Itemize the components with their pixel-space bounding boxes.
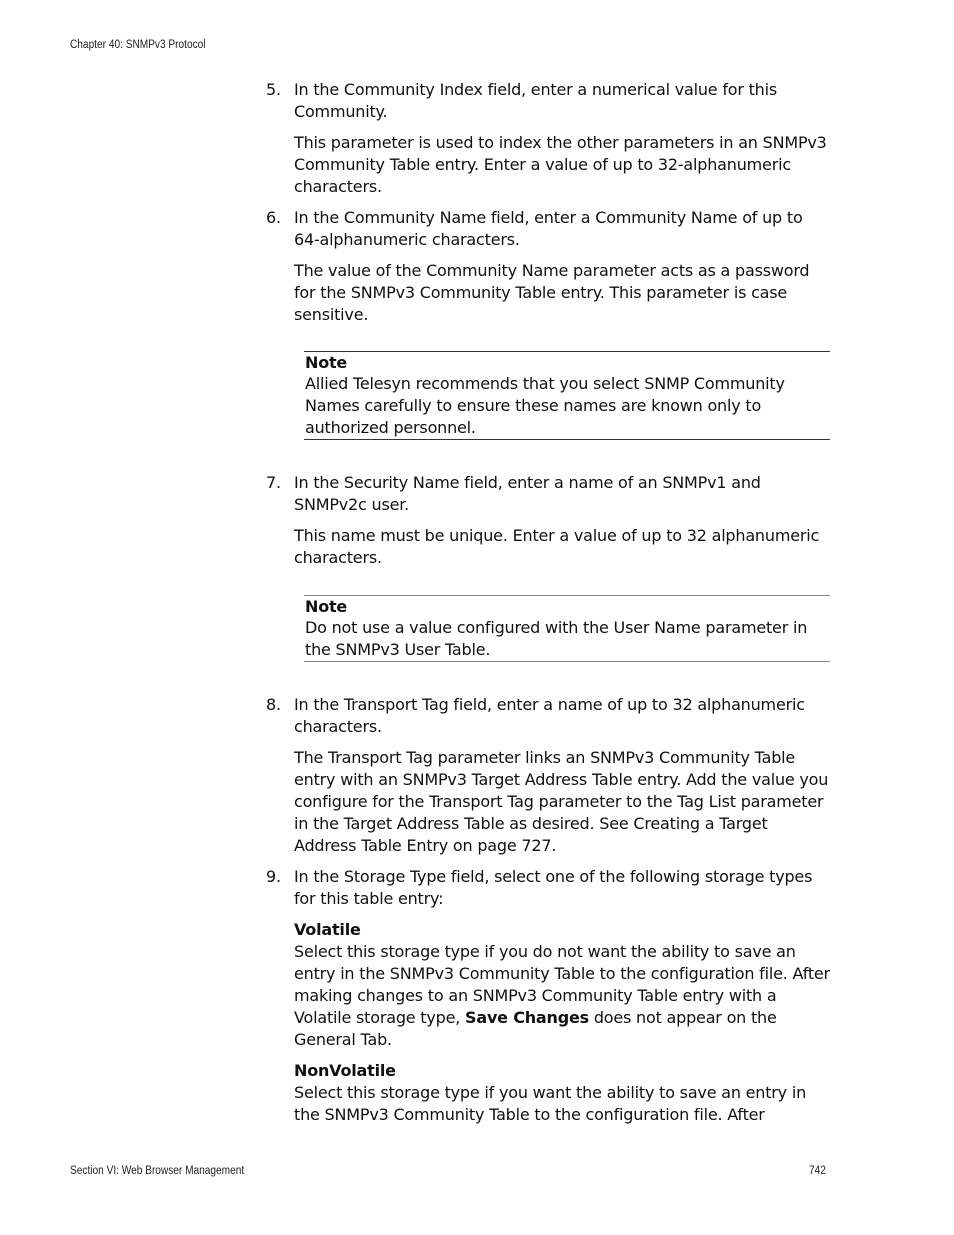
note-box [304,595,830,662]
step-9 [266,866,830,1126]
step-5 [266,79,830,198]
volatile-text-before: Select this storage type if you do not want the ability to save an entry in the SNMPv3 Community Table to the configuration file. After making changes to an SNMPv3 Community Table entry with a Volatile storage type, [294,942,830,1027]
note-title: Note [305,353,348,372]
save-changes-label: Save Changes [465,1008,589,1027]
step-7 [266,472,830,569]
storage-type-volatile-description [294,941,830,1051]
storage-type-nonvolatile-description: Select this storage type if you want the ability to save an entry in the SNMPv3 Community Table to the configuration file. After [294,1083,807,1124]
step-6 [266,207,830,326]
step-8 [266,694,830,857]
note-text: Allied Telesyn recommends that you select SNMP Community Names carefully to ensure these names are known only to authorized personnel. [305,374,785,437]
step-detail: This name must be unique. Enter a value of up to 32 alphanumeric characters. [294,526,820,567]
step-instruction: In the Transport Tag field, enter a name of up to 32 alphanumeric characters. [294,695,805,736]
note-title: Note [305,597,348,616]
step-instruction: In the Storage Type field, select one of the following storage types for this table entry: [294,867,813,908]
note-text: Do not use a value configured with the User Name parameter in the SNMPv3 User Table. [305,618,808,659]
storage-type-volatile-term: Volatile [294,920,361,939]
footer-section: Section VI: Web Browser Management [70,1165,245,1177]
volatile-text-after: does not appear on the General Tab. [294,1008,777,1049]
step-number: 6. [266,208,281,227]
document-body [266,79,830,1126]
step-number: 5. [266,80,281,99]
note-box [304,351,830,440]
page-header: Chapter 40: SNMPv3 Protocol [70,39,206,51]
step-detail: The Transport Tag parameter links an SNMPv3 Community Table entry with an SNMPv3 Target Address Table entry. Add the value you configure for the Transport Tag parameter to the Tag List parameter in the Target Address Table as desired. See Creating a Target Address Table Entry on page 727. [294,748,829,855]
storage-type-nonvolatile-term: NonVolatile [294,1061,396,1080]
step-instruction: In the Community Name field, enter a Community Name of up to 64-alphanumeric characters. [294,208,803,249]
step-detail: The value of the Community Name parameter acts as a password for the SNMPv3 Community Table entry. This parameter is case sensitive. [294,261,810,324]
step-detail: This parameter is used to index the other parameters in an SNMPv3 Community Table entry. Enter a value of up to 32-alphanumeric characters. [294,133,827,196]
page-number: 742 [809,1165,826,1177]
step-number: 8. [266,695,281,714]
step-instruction: In the Community Index field, enter a numerical value for this Community. [294,80,777,121]
step-number: 7. [266,473,281,492]
step-instruction: In the Security Name field, enter a name of an SNMPv1 and SNMPv2c user. [294,473,761,514]
step-number: 9. [266,867,281,886]
